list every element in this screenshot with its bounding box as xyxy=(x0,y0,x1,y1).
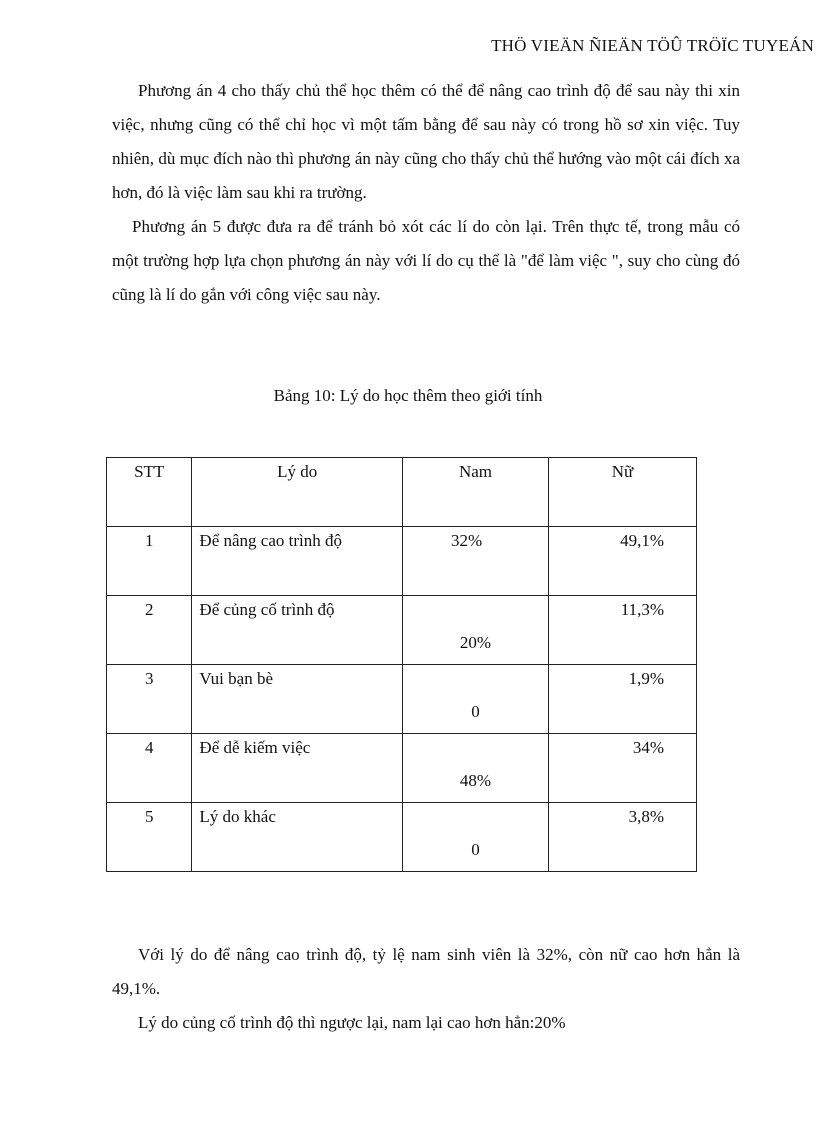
cell-nu: 49,1% xyxy=(548,527,696,596)
cell-nam: 0 xyxy=(402,803,548,872)
reasons-by-gender-table xyxy=(106,457,697,872)
table-row xyxy=(107,803,697,872)
table-header-row xyxy=(107,458,697,527)
table-caption: Bảng 10: Lý do học thêm theo giới tính xyxy=(273,386,543,405)
cell-stt: 4 xyxy=(107,734,192,803)
cell-nu: 11,3% xyxy=(548,596,696,665)
table-row xyxy=(107,527,697,596)
cell-reason: Lý do khác xyxy=(192,803,403,872)
header-reason: Lý do xyxy=(192,458,403,527)
cell-nu: 3,8% xyxy=(548,803,696,872)
table-row xyxy=(107,596,697,665)
cell-nam: 0 xyxy=(402,665,548,734)
cell-nam: 32% xyxy=(402,527,548,596)
cell-reason: Để dễ kiếm việc xyxy=(192,734,403,803)
paragraph-option-4: Phương án 4 cho thấy chủ thể học thêm có thể để nâng cao trình độ để sau này thi xin việc, nhưng cũng có thể chỉ học vì một tấm bằng để sau này có trong hồ sơ xin việc. Tuy nhiên, dù mục đích nào thì phương án này cũng cho thấy chủ thể hướng vào một cái đích xa hơn, đó là việc làm sau khi ra trường. xyxy=(112,81,740,202)
cell-nu: 1,9% xyxy=(548,665,696,734)
paragraph-option-5: Phương án 5 được đưa ra để tránh bỏ xót các lí do còn lại. Trên thực tế, trong mẫu có một trường hợp lựa chọn phương án này với lí do cụ thể là "để làm việc ", suy cho cùng đó cũng là lí do gắn với công việc sau này. xyxy=(112,217,740,304)
paragraph-analysis-2: Lý do củng cố trình độ thì ngược lại, nam lại cao hơn hẳn:20% xyxy=(138,1013,566,1032)
header-nu: Nữ xyxy=(548,458,696,527)
cell-stt: 3 xyxy=(107,665,192,734)
cell-nu: 34% xyxy=(548,734,696,803)
page-header: THÖ VIEÄN ÑIEÄN TÖÛ TRÖÏC TUYEÁN xyxy=(491,36,814,55)
header-nam: Nam xyxy=(402,458,548,527)
cell-nam: 48% xyxy=(402,734,548,803)
cell-stt: 5 xyxy=(107,803,192,872)
cell-stt: 2 xyxy=(107,596,192,665)
table-row xyxy=(107,665,697,734)
cell-reason: Để củng cố trình độ xyxy=(192,596,403,665)
cell-nam: 20% xyxy=(402,596,548,665)
cell-stt: 1 xyxy=(107,527,192,596)
paragraph-analysis-1: Với lý do để nâng cao trình độ, tỷ lệ nam sinh viên là 32%, còn nữ cao hơn hẳn là 49,1%. xyxy=(112,945,740,998)
cell-reason: Vui bạn bè xyxy=(192,665,403,734)
cell-reason: Để nâng cao trình độ xyxy=(192,527,403,596)
table-row xyxy=(107,734,697,803)
header-stt: STT xyxy=(107,458,192,527)
